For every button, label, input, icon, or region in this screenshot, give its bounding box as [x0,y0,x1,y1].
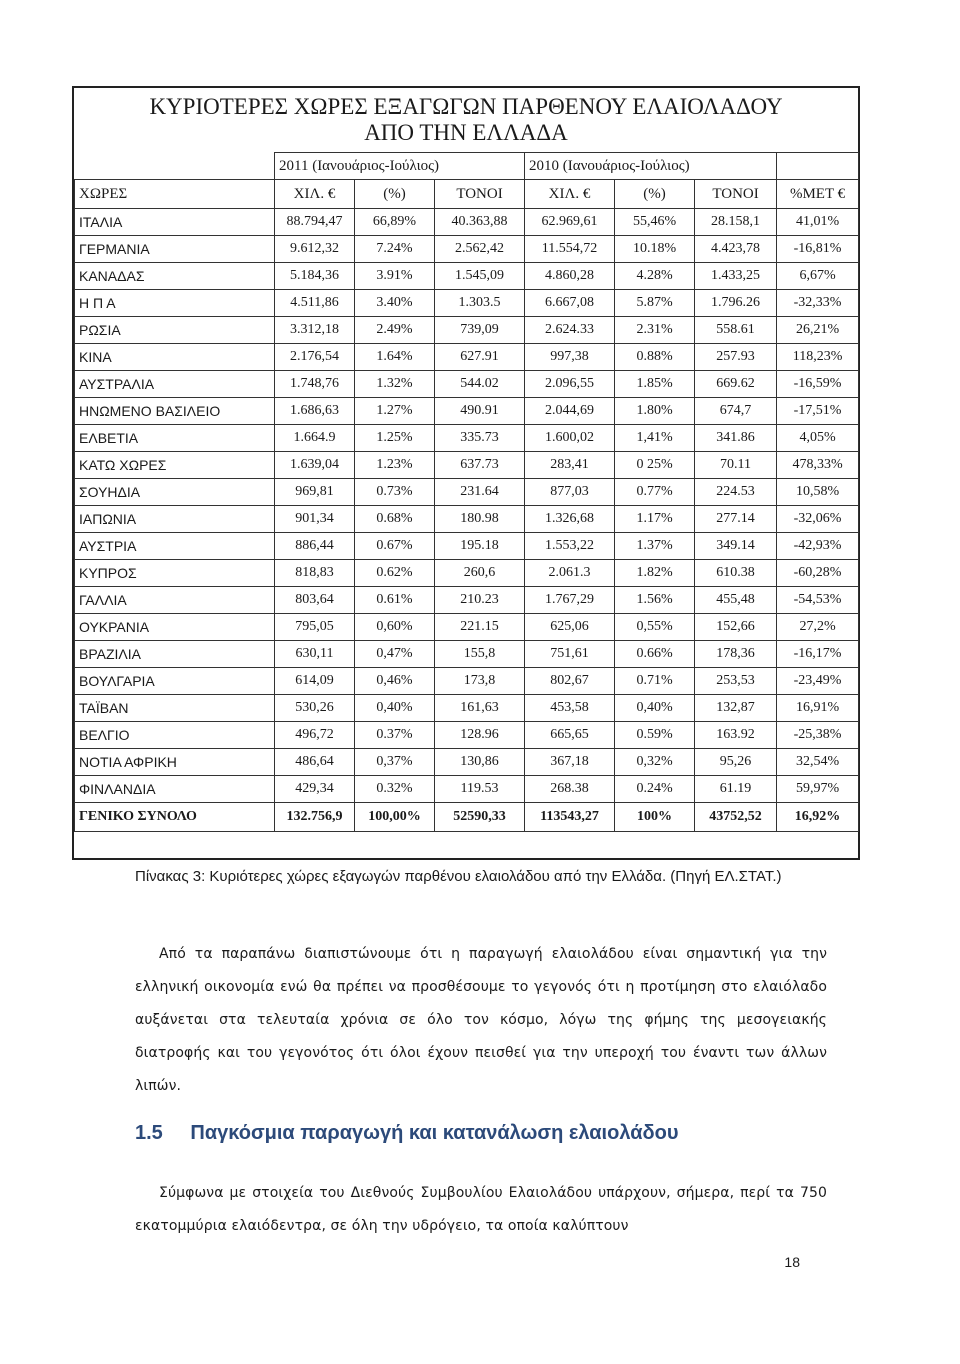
value-cell: 496,72 [275,722,355,749]
value-cell: 453,58 [525,695,615,722]
value-cell: 173,8 [435,668,525,695]
period-empty-cell [777,153,859,180]
header-share-2010: (%) [615,180,695,209]
value-cell: 62.969,61 [525,209,615,236]
value-cell: 0.66% [615,641,695,668]
value-cell: 1.56% [615,587,695,614]
value-cell: 152,66 [695,614,777,641]
value-cell: 0.59% [615,722,695,749]
total-row [75,803,859,832]
value-cell: 0.67% [355,533,435,560]
value-cell: 155,8 [435,641,525,668]
value-cell: 268.38 [525,776,615,803]
value-cell: 16,92% [777,803,859,832]
country-cell: ΟΥΚΡΑΝΙΑ [75,614,275,641]
value-cell: 119.53 [435,776,525,803]
value-cell: 41,01% [777,209,859,236]
value-cell: 1.553,22 [525,533,615,560]
value-cell: 751,61 [525,641,615,668]
value-cell: 2.31% [615,317,695,344]
table-row [75,236,859,263]
country-cell: ΙΤΑΛΙΑ [75,209,275,236]
value-cell: 3.91% [355,263,435,290]
value-cell: 1.664.9 [275,425,355,452]
value-cell: 260,6 [435,560,525,587]
value-cell: 0,40% [615,695,695,722]
value-cell: 283,41 [525,452,615,479]
value-cell: 6,67% [777,263,859,290]
value-cell: -16,59% [777,371,859,398]
period-row [75,153,859,180]
paragraph-1: Από τα παραπάνω διαπιστώνουμε ότι η παραγωγή ελαιολάδου είναι σημαντική για την ελληνική οικονομία ενώ θα πρέπει να προσθέσουμε το γεγονός ότι η προτίμηση στο ελαιόλαδο αυξάνεται στα τελευταία χρόνια σε όλο τον κόσμο, λόγω της φήμης της μεσογειακής διατροφής και του γεγονότος ότι όλοι έχουν πεισθεί για την υπεροχή του έναντι των άλλων λιπών. [135,946,827,1094]
value-cell: 1.80% [615,398,695,425]
value-cell: 367,18 [525,749,615,776]
country-cell: ΑΥΣΤΡΑΛΙΑ [75,371,275,398]
value-cell: 997,38 [525,344,615,371]
value-cell: 1.748,76 [275,371,355,398]
country-cell: ΓΑΛΛΙΑ [75,587,275,614]
value-cell: 0.71% [615,668,695,695]
value-cell: 0 25% [615,452,695,479]
value-cell: -32,33% [777,290,859,317]
value-cell: 1.686,63 [275,398,355,425]
table-row [75,722,859,749]
value-cell: 877,03 [525,479,615,506]
value-cell: 180.98 [435,506,525,533]
value-cell: 132,87 [695,695,777,722]
table-row [75,506,859,533]
value-cell: 6.667,08 [525,290,615,317]
value-cell: 100% [615,803,695,832]
value-cell: 0,55% [615,614,695,641]
value-cell: 2.624.33 [525,317,615,344]
section-title: Παγκόσμια παραγωγή και κατανάλωση ελαιολάδου [190,1122,679,1144]
value-cell: 1.37% [615,533,695,560]
table-row [75,317,859,344]
value-cell: 9.612,32 [275,236,355,263]
value-cell: 3.312,18 [275,317,355,344]
value-cell: 16,91% [777,695,859,722]
value-cell: 739,09 [435,317,525,344]
country-cell: ΓΕΡΜΑΝΙΑ [75,236,275,263]
table-row [75,749,859,776]
value-cell: 1.433,25 [695,263,777,290]
value-cell: 163.92 [695,722,777,749]
value-cell: 88.794,47 [275,209,355,236]
period-blank-cell [75,153,275,180]
table-row [75,641,859,668]
value-cell: 277.14 [695,506,777,533]
country-cell: ΒΕΛΓΙΟ [75,722,275,749]
value-cell: 2.49% [355,317,435,344]
value-cell: 4.423,78 [695,236,777,263]
value-cell: 530,26 [275,695,355,722]
table-row [75,533,859,560]
table-row [75,263,859,290]
table-row [75,371,859,398]
country-cell: Η Π Α [75,290,275,317]
value-cell: 669.62 [695,371,777,398]
value-cell: 886,44 [275,533,355,560]
value-cell: 11.554,72 [525,236,615,263]
value-cell: 1.767,29 [525,587,615,614]
value-cell: 4.860,28 [525,263,615,290]
value-cell: 0,37% [355,749,435,776]
value-cell: 1.27% [355,398,435,425]
value-cell: 2.096,55 [525,371,615,398]
section-number: 1.5 [135,1122,163,1144]
value-cell: 665,65 [525,722,615,749]
export-table-box [72,86,860,860]
value-cell: 0,60% [355,614,435,641]
table-row [75,209,859,236]
value-cell: 130,86 [435,749,525,776]
page-number: 18 [784,1254,800,1270]
value-cell: 2.061.3 [525,560,615,587]
value-cell: 795,05 [275,614,355,641]
value-cell: 1.25% [355,425,435,452]
table-title-line1: ΚΥΡΙΟΤΕΡΕΣ ΧΩΡΕΣ ΕΞΑΓΩΓΩΝ ΠΑΡΘΕΝΟΥ ΕΛΑΙΟΛΑΔΟΥ [149,94,783,119]
value-cell: 7.24% [355,236,435,263]
value-cell: 1.64% [355,344,435,371]
country-cell: ΚΑΝΑΔΑΣ [75,263,275,290]
value-cell: 0,40% [355,695,435,722]
value-cell: 95,26 [695,749,777,776]
header-value-2010: ΧΙΛ. € [525,180,615,209]
value-cell: 59,97% [777,776,859,803]
value-cell: 43752,52 [695,803,777,832]
export-table [74,152,859,832]
value-cell: 32,54% [777,749,859,776]
country-cell: ΗΝΩΜΕΝΟ ΒΑΣΙΛΕΙΟ [75,398,275,425]
table-row [75,290,859,317]
country-cell: ΑΥΣΤΡΙΑ [75,533,275,560]
value-cell: 614,09 [275,668,355,695]
value-cell: 113543,27 [525,803,615,832]
table-title [74,88,858,150]
value-cell: 2.176,54 [275,344,355,371]
value-cell: -25,38% [777,722,859,749]
country-cell: ΣΟΥΗΔΙΑ [75,479,275,506]
value-cell: 55,46% [615,209,695,236]
value-cell: 195.18 [435,533,525,560]
value-cell: 4,05% [777,425,859,452]
value-cell: 802,67 [525,668,615,695]
table-caption: Πίνακας 3: Κυριότερες χώρες εξαγωγών παρθένου ελαιολάδου από την Ελλάδα. (Πηγή ΕΛ.ΣΤΑΤ.) [135,868,782,885]
value-cell: 1.303.5 [435,290,525,317]
country-cell: ΕΛΒΕΤΙΑ [75,425,275,452]
value-cell: 803,64 [275,587,355,614]
value-cell: 61.19 [695,776,777,803]
country-cell: ΚΥΠΡΟΣ [75,560,275,587]
value-cell: 40.363,88 [435,209,525,236]
value-cell: 0.88% [615,344,695,371]
value-cell: -42,93% [777,533,859,560]
table-row [75,695,859,722]
value-cell: 2.044,69 [525,398,615,425]
value-cell: 1.600,02 [525,425,615,452]
value-cell: 818,83 [275,560,355,587]
value-cell: 1.545,09 [435,263,525,290]
table-row [75,776,859,803]
value-cell: 2.562,42 [435,236,525,263]
value-cell: 231.64 [435,479,525,506]
value-cell: 27,2% [777,614,859,641]
table-row [75,614,859,641]
value-cell: 0.37% [355,722,435,749]
value-cell: 1.796.26 [695,290,777,317]
header-tonnes-2011: ΤΟΝΟΙ [435,180,525,209]
value-cell: -60,28% [777,560,859,587]
value-cell: -23,49% [777,668,859,695]
country-cell: ΚΑΤΩ ΧΩΡΕΣ [75,452,275,479]
value-cell: 1.639,04 [275,452,355,479]
value-cell: 0.68% [355,506,435,533]
value-cell: 490.91 [435,398,525,425]
table-row [75,560,859,587]
value-cell: 0.24% [615,776,695,803]
header-tonnes-2010: ΤΟΝΟΙ [695,180,777,209]
value-cell: 335.73 [435,425,525,452]
value-cell: 349.14 [695,533,777,560]
country-cell: ΦΙΝΛΑΝΔΙΑ [75,776,275,803]
value-cell: 5.184,36 [275,263,355,290]
section-heading [135,1122,679,1145]
table-row [75,479,859,506]
table-row [75,668,859,695]
value-cell: 478,33% [777,452,859,479]
value-cell: 10.18% [615,236,695,263]
value-cell: 224.53 [695,479,777,506]
header-value-2011: ΧΙΛ. € [275,180,355,209]
value-cell: 0.73% [355,479,435,506]
period-2011: 2011 (Ιανουάριος-Ιούλιος) [275,153,525,180]
value-cell: 210.23 [435,587,525,614]
value-cell: 969,81 [275,479,355,506]
column-header-row [75,180,859,209]
table-row [75,425,859,452]
value-cell: 0,32% [615,749,695,776]
value-cell: 161,63 [435,695,525,722]
value-cell: 1.85% [615,371,695,398]
value-cell: -54,53% [777,587,859,614]
value-cell: 100,00% [355,803,435,832]
country-cell: ΚΙΝΑ [75,344,275,371]
value-cell: 28.158,1 [695,209,777,236]
value-cell: 118,23% [777,344,859,371]
value-cell: 429,34 [275,776,355,803]
value-cell: 0,46% [355,668,435,695]
value-cell: 5.87% [615,290,695,317]
value-cell: 0,47% [355,641,435,668]
value-cell: 221.15 [435,614,525,641]
value-cell: 610.38 [695,560,777,587]
value-cell: 257.93 [695,344,777,371]
table-row [75,398,859,425]
value-cell: 132.756,9 [275,803,355,832]
value-cell: 544.02 [435,371,525,398]
country-cell: ΙΑΠΩΝΙΑ [75,506,275,533]
value-cell: 627.91 [435,344,525,371]
value-cell: 1.17% [615,506,695,533]
period-2010: 2010 (Ιανουάριος-Ιούλιος) [525,153,777,180]
value-cell: 625,06 [525,614,615,641]
value-cell: 128.96 [435,722,525,749]
value-cell: -32,06% [777,506,859,533]
value-cell: 1.32% [355,371,435,398]
table-row [75,344,859,371]
country-cell: ΡΩΣΙΑ [75,317,275,344]
value-cell: 901,34 [275,506,355,533]
value-cell: 3.40% [355,290,435,317]
table-row [75,587,859,614]
value-cell: 558.61 [695,317,777,344]
value-cell: 66,89% [355,209,435,236]
value-cell: 10,58% [777,479,859,506]
value-cell: 0.32% [355,776,435,803]
header-countries: ΧΩΡΕΣ [75,180,275,209]
value-cell: 70.11 [695,452,777,479]
value-cell: 4.511,86 [275,290,355,317]
value-cell: -17,51% [777,398,859,425]
value-cell: 1.326,68 [525,506,615,533]
country-cell: ΓΕΝΙΚΟ ΣΥΝΟΛΟ [75,803,275,832]
value-cell: 455,48 [695,587,777,614]
value-cell: 486,64 [275,749,355,776]
value-cell: 0.62% [355,560,435,587]
value-cell: 637.73 [435,452,525,479]
country-cell: ΒΟΥΛΓΑΡΙΑ [75,668,275,695]
value-cell: 341.86 [695,425,777,452]
country-cell: ΤΑΪΒΑΝ [75,695,275,722]
value-cell: 26,21% [777,317,859,344]
value-cell: -16,81% [777,236,859,263]
paragraph-2: Σύμφωνα με στοιχεία του Διεθνούς Συμβουλίου Ελαιολάδου υπάρχουν, σήμερα, περί τα 750 εκατομμύρια ελαιόδεντρα, σε όλη την υδρόγειο, τα οποία καλύπτουν [135,1185,827,1234]
value-cell: 0.61% [355,587,435,614]
table-title-line2: ΑΠΟ ΤΗΝ ΕΛΛΑΔΑ [364,120,568,145]
country-cell: ΝΟΤΙΑ ΑΦΡΙΚΗ [75,749,275,776]
value-cell: 1.82% [615,560,695,587]
header-share-2011: (%) [355,180,435,209]
value-cell: 1.23% [355,452,435,479]
value-cell: 52590,33 [435,803,525,832]
value-cell: 253,53 [695,668,777,695]
value-cell: 1,41% [615,425,695,452]
value-cell: 674,7 [695,398,777,425]
header-change: %ΜΕΤ € [777,180,859,209]
table-row [75,452,859,479]
value-cell: 630,11 [275,641,355,668]
value-cell: 178,36 [695,641,777,668]
country-cell: ΒΡΑΖΙΛΙΑ [75,641,275,668]
value-cell: 4.28% [615,263,695,290]
value-cell: 0.77% [615,479,695,506]
value-cell: -16,17% [777,641,859,668]
